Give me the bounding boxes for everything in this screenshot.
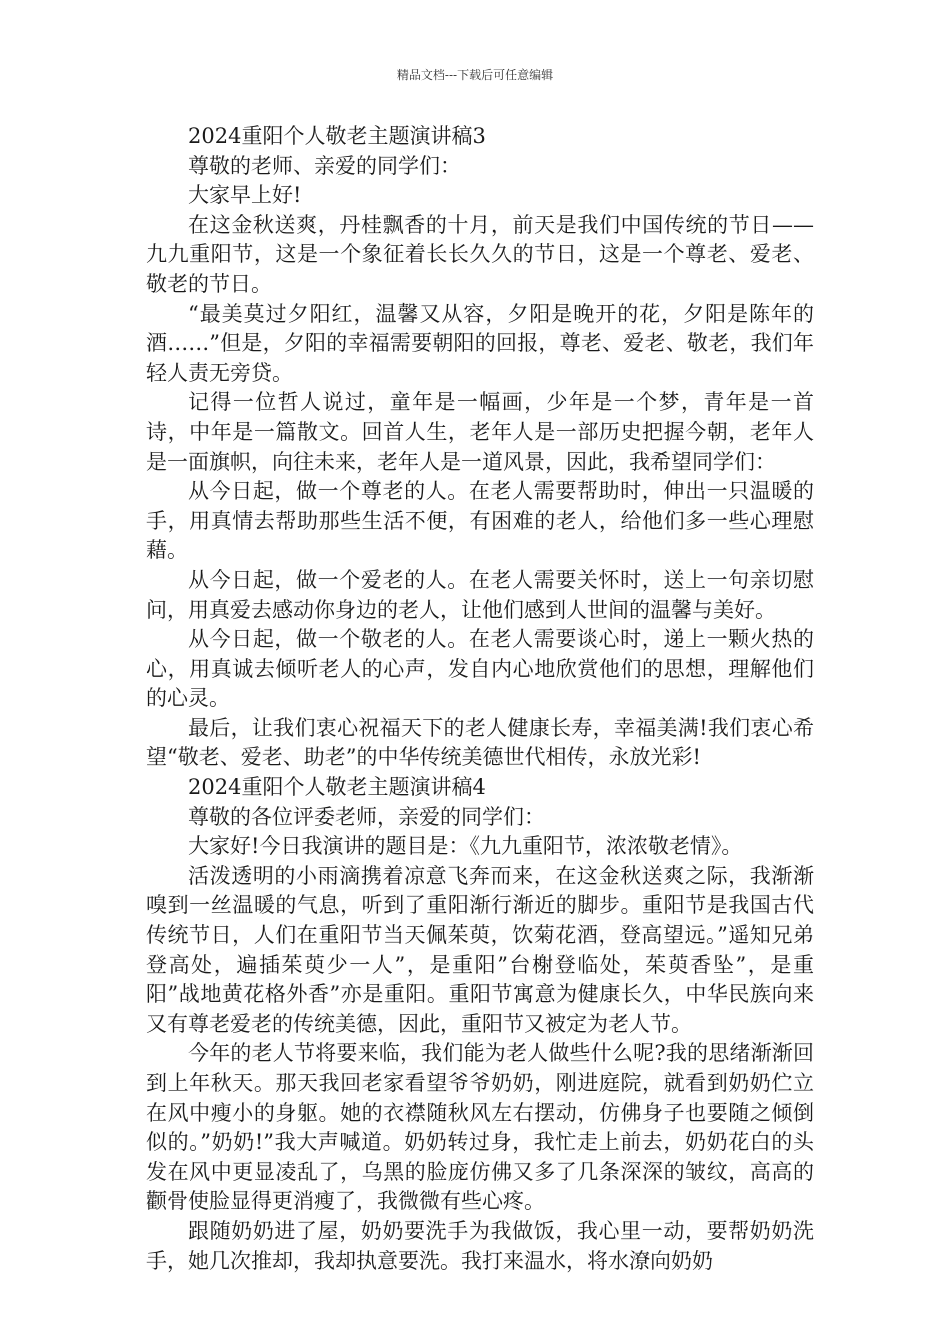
speech-3-paragraph: 从今日起，做一个爱老的人。在老人需要关怀时，送上一句亲切慰问，用真爱去感动你身边的老人，让他们感到人世间的温馨与美好。: [146, 567, 814, 622]
speech-4-salutation: 尊敬的各位评委老师，亲爱的同学们：: [188, 804, 545, 829]
speech-3-greeting: 大家早上好!: [188, 183, 302, 208]
speech-3-paragraph: 从今日起，做一个尊老的人。在老人需要帮助时，伸出一只温暖的手，用真情去帮助那些生活不便，有困难的老人，给他们多一些心理慰藉。: [146, 479, 814, 563]
speech-3-paragraph: 从今日起，做一个敬老的人。在老人需要谈心时，递上一颗火热的心，用真诚去倾听老人的心声，发自内心地欣赏他们的思想，理解他们的心灵。: [146, 627, 814, 711]
speech-3-paragraph: “最美莫过夕阳红，温馨又从容，夕阳是晚开的花，夕阳是陈年的酒……”但是，夕阳的幸福需要朝阳的回报，尊老、爱老、敬老，我们年轻人责无旁贷。: [146, 301, 814, 385]
speech-4-paragraph: 今年的老人节将要来临，我们能为老人做些什么呢?我的思绪渐渐回到上年秋天。那天我回老家看望爷爷奶奶，刚进庭院，就看到奶奶伫立在风中瘦小的身躯。她的衣襟随秋风左右摆动，仿佛身子也要随之倾倒似的。”奶奶!”我大声喊道。奶奶转过身，我忙走上前去，奶奶花白的头发在风中更显凌乱了，乌黑的脸庞仿佛又多了几条深深的皱纹，高高的颧骨使脸显得更消瘦了，我微微有些心疼。: [146, 1041, 814, 1214]
speech-4-paragraph: 跟随奶奶进了屋，奶奶要洗手为我做饭，我心里一动，要帮奶奶洗手，她几次推却，我却执意要洗。我打来温水，将水潦向奶奶: [146, 1218, 814, 1273]
page-header: 精品文档---下载后可任意编辑: [396, 68, 554, 82]
document-body: [146, 122, 814, 1276]
speech-3-title: 2024重阳个人敬老主题演讲稿3: [188, 124, 486, 148]
speech-3-paragraph: 记得一位哲人说过，童年是一幅画，少年是一个梦，青年是一首诗，中年是一篇散文。回首人生，老年人是一部历史把握今朝，老年人是一面旗帜，向往未来，老年人是一道风景，因此，我希望同学们：: [146, 390, 814, 474]
speech-3-paragraph: 最后，让我们衷心祝福天下的老人健康长寿，幸福美满!我们衷心希望“敬老、爱老、助老”的中华传统美德世代相传，永放光彩!: [146, 715, 814, 770]
speech-3-salutation: 尊敬的老师、亲爱的同学们：: [188, 153, 461, 178]
speech-3-paragraph: 在这金秋送爽，丹桂飘香的十月，前天是我们中国传统的节日——九九重阳节，这是一个象征着长长久久的节日，这是一个尊老、爱老、敬老的节日。: [146, 212, 814, 296]
speech-4-greeting: 大家好!今日我演讲的题目是：《九九重阳节，浓浓敬老情》。: [188, 834, 743, 859]
speech-4-title: 2024重阳个人敬老主题演讲稿4: [188, 775, 486, 800]
speech-4-paragraph: 活泼透明的小雨滴携着凉意飞奔而来，在这金秋送爽之际，我渐渐嗅到一丝温暖的气息，听到了重阳渐行渐近的脚步。重阳节是我国古代传统节日，人们在重阳节当天佩茱萸，饮菊花酒，登高望远。”遥知兄弟登高处，遍插茱萸少一人”，是重阳”台榭登临处，茱萸香坠”，是重阳”战地黄花格外香”亦是重阳。重阳节寓意为健康长久，中华民族向来又有尊老爱老的传统美德，因此，重阳节又被定为老人节。: [146, 863, 814, 1036]
